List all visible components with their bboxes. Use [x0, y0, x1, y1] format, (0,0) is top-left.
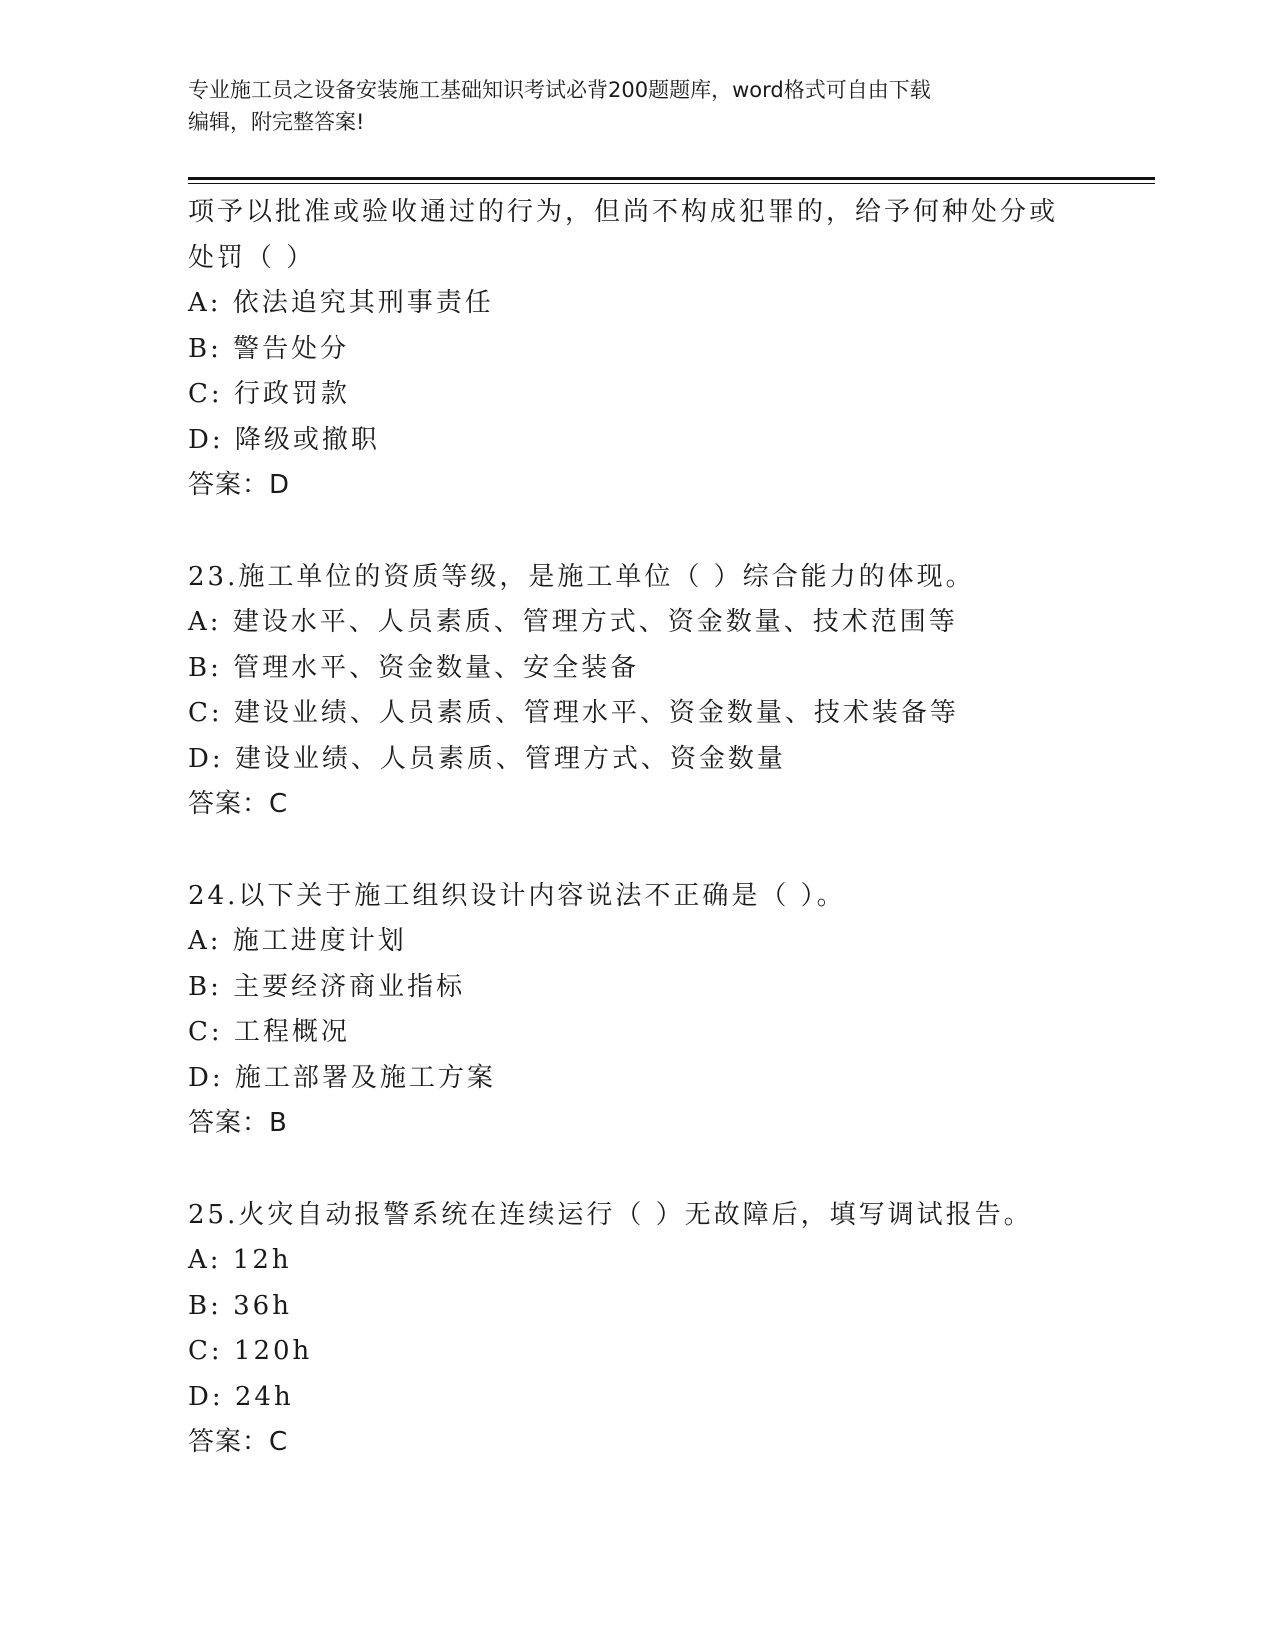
answer-line: 答案：D	[188, 470, 291, 500]
question-stem-continued: 处罚（ ）	[188, 242, 316, 273]
option-d: D: 24h	[188, 1381, 294, 1412]
header-divider-thick	[188, 177, 1155, 180]
answer-line: 答案：C	[188, 789, 289, 819]
question-22	[188, 190, 1128, 509]
question-25	[188, 1193, 1128, 1466]
option-c: C: 行政罚款	[188, 379, 350, 409]
question-stem: 24.以下关于施工组织设计内容说法不正确是（ ）。	[188, 880, 846, 911]
question-24	[188, 874, 1128, 1147]
option-d: D: 建设业绩、人员素质、管理方式、资金数量	[188, 743, 786, 774]
document-header	[188, 74, 1068, 138]
option-b: B: 36h	[188, 1290, 292, 1321]
option-d: D: 降级或撤职	[188, 424, 380, 455]
option-a: A: 施工进度计划	[188, 926, 407, 956]
question-stem: 25.火灾自动报警系统在连续运行（ ）无故障后，填写调试报告。	[188, 1199, 1033, 1230]
option-a: A: 建设水平、人员素质、管理方式、资金数量、技术范围等	[188, 607, 958, 637]
option-b: B: 警告处分	[188, 333, 350, 364]
header-title-line2: 编辑，附完整答案!	[188, 110, 365, 134]
option-b: B: 管理水平、资金数量、安全装备	[188, 652, 640, 683]
option-a: A: 依法追究其刑事责任	[188, 288, 494, 318]
option-b: B: 主要经济商业指标	[188, 971, 466, 1002]
option-c: C: 工程概况	[188, 1017, 350, 1047]
header-divider-thin	[188, 183, 1155, 184]
option-a: A: 12h	[188, 1245, 292, 1275]
option-c: C: 120h	[188, 1336, 313, 1366]
question-stem: 项予以批准或验收通过的行为，但尚不构成犯罪的，给予何种处分或	[188, 197, 1059, 227]
header-title-line1: 专业施工员之设备安装施工基础知识考试必背200题题库，word格式可自由下载	[188, 78, 931, 102]
question-23	[188, 555, 1128, 828]
option-d: D: 施工部署及施工方案	[188, 1062, 496, 1093]
option-c: C: 建设业绩、人员素质、管理水平、资金数量、技术装备等	[188, 698, 959, 728]
answer-line: 答案：B	[188, 1108, 288, 1138]
answer-line: 答案：C	[188, 1427, 289, 1457]
question-list	[188, 190, 1128, 1466]
question-stem: 23.施工单位的资质等级，是施工单位（ ）综合能力的体现。	[188, 561, 975, 592]
